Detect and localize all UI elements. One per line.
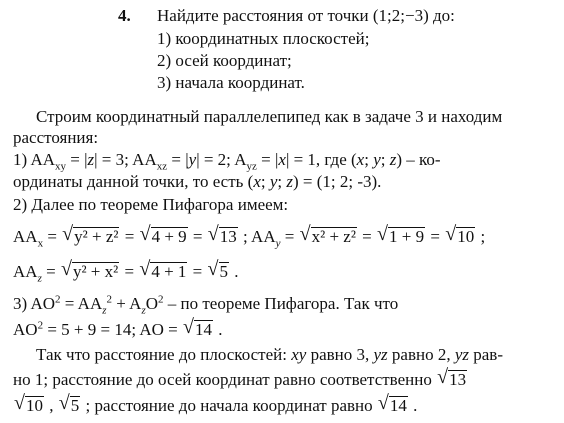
conclusion-line-2: но 1; расстояние до осей координат равно соответственно √ 13 — [13, 370, 468, 390]
task-item-1: 1) координатных плоскостей; — [157, 29, 370, 48]
task-item-3: 3) начала координат. — [157, 73, 305, 92]
conclusion-line-3: √ 10 , √ 5 ; расстояние до начала координат равно √ 14 . — [13, 396, 417, 416]
task-number: 4. — [118, 6, 131, 25]
formula-aax-aay: $AA_x$ = √ y² + z² = √ 4 + 9 = √ 13 ; $AA_y$ = √ x² + z² = √ 1 + 9 = √ 10 ; — [13, 227, 485, 247]
sqrt-symbol: √ 10 — [445, 227, 475, 247]
sqrt-symbol: √ 14 — [378, 396, 408, 416]
sqrt-symbol: √ 5 — [208, 262, 230, 282]
sqrt-symbol: √ 13 — [208, 227, 238, 247]
conclusion-line-1: Так что расстояние до плоскостей: xy равно 3, yz равно 2, yz рав- — [36, 345, 503, 364]
solution-intro-line-1: Строим координатный параллелепипед как в задаче 3 и находим — [36, 107, 503, 126]
sqrt-symbol: √ 1 + 9 — [377, 227, 425, 247]
sqrt-symbol: √ x² + z² — [300, 227, 357, 247]
sqrt-symbol: √ 13 — [437, 370, 467, 390]
task-prompt: Найдите расстояния от точки (1;2;−3) до: — [157, 6, 455, 25]
solution-intro-line-2: расстояния: — [13, 128, 99, 147]
step-2-heading: 2) Далее по теореме Пифагора имеем: — [13, 195, 289, 214]
step-1-line-2: ординаты данной точки, то есть (x; y; z) = (1; 2; -3). — [13, 172, 382, 191]
step-3-line-2: $AO^2 = 5 + 9 = 14$; AO = √ 14 . — [13, 320, 223, 340]
sqrt-symbol: √ y² + x² — [61, 262, 119, 282]
sqrt-symbol: √ 10 — [14, 396, 44, 416]
sqrt-symbol: √ 4 + 9 — [140, 227, 188, 247]
formula-aaz: $AA_z$ = √ y² + x² = √ 4 + 1 = √ 5 . — [13, 262, 239, 282]
sqrt-symbol: √ 4 + 1 — [139, 262, 187, 282]
task-item-2: 2) осей координат; — [157, 51, 292, 70]
sqrt-symbol: √ y² + z² — [62, 227, 119, 247]
sqrt-symbol: √ 5 — [59, 396, 81, 416]
sqrt-symbol: √ 14 — [183, 320, 213, 340]
step-3-line-1: 3) $AO^2 = AA_z^2 + A_zO^2$ – по теореме Пифагора. Так что — [13, 293, 399, 317]
step-1-line-1: 1) $AA_{xy} = |z| = 3$; $AA_{xz} = |y| = 2$; $A_{yz} = |x| = 1$, где (x; y; z) – ко- — [13, 150, 441, 173]
